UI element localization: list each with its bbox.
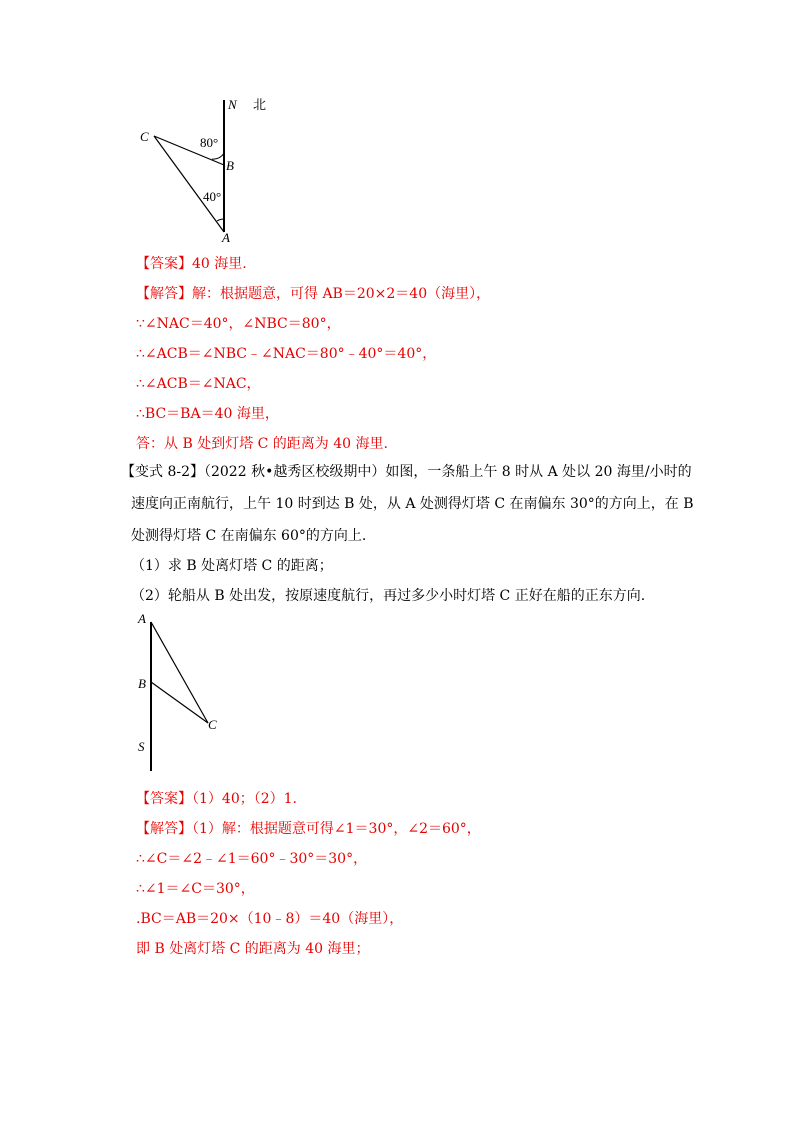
label-a: A xyxy=(222,230,230,244)
answer1-conclusion: 答：从 B 处到灯塔 C 的距离为 40 海里. xyxy=(136,436,388,452)
problem2-line-3: 处测得灯塔 C 在南偏东 60°的方向上. xyxy=(131,528,367,544)
problem2-question-2: （2）轮船从 B 处出发，按原速度航行，再过多少小时灯塔 C 正好在船的正东方向. xyxy=(131,588,646,604)
label-b: B xyxy=(138,676,146,691)
label-a: A xyxy=(138,611,146,626)
label-c: C xyxy=(140,129,149,144)
label-b: B xyxy=(226,158,234,173)
answer1-solution-line-3: ∴∠ACB＝∠NBC﹣∠NAC＝80°﹣40°＝40°， xyxy=(136,346,437,362)
side-ac xyxy=(151,622,208,723)
answer1-solution-line-5: ∴BC＝BA＝40 海里， xyxy=(136,406,279,422)
answer2-answer: 【答案】（1）40；（2）1. xyxy=(136,791,297,807)
angle-label-40: 40° xyxy=(203,189,222,204)
figure-south-triangle xyxy=(130,608,240,776)
answer1-answer: 【答案】40 海里. xyxy=(136,256,247,272)
label-c: C xyxy=(208,717,217,732)
answer1-solution-line-2: ∵∠NAC＝40°，∠NBC＝80°， xyxy=(136,316,341,332)
answer2-solution-line-1: 【解答】（1）解：根据题意可得∠1＝30°，∠2＝60°， xyxy=(136,821,481,837)
problem2-line-1: 【变式 8-2】（2022 秋•越秀区校级期中）如图，一条船上午 8 时从 A 处以 20 海里/小时的 xyxy=(121,464,692,480)
angle-arc-nac xyxy=(217,219,224,221)
figure-north-triangle xyxy=(130,92,280,244)
problem2-line-2: 速度向正南航行，上午 10 时到达 B 处，从 A 处测得灯塔 C 在南偏东 30°的方向上，在 B xyxy=(131,496,694,512)
angle-label-80: 80° xyxy=(200,135,219,150)
answer2-conclusion: 即 B 处离灯塔 C 的距离为 40 海里； xyxy=(136,941,370,957)
answer1-solution-line-1: 【解答】解：根据题意，可得 AB＝20×2＝40（海里）， xyxy=(136,286,491,302)
answer2-solution-line-3: ∴∠1＝∠C＝30°， xyxy=(136,881,255,897)
angle-arc-nbc xyxy=(212,153,224,159)
answer2-solution-line-4: .BC＝AB＝20×（10﹣8）＝40（海里）， xyxy=(136,911,404,927)
answer1-solution-line-4: ∴∠ACB＝∠NAC， xyxy=(136,376,261,392)
label-north: 北 xyxy=(253,97,267,112)
problem2-question-1: （1）求 B 处离灯塔 C 的距离； xyxy=(131,558,333,574)
label-s: S xyxy=(138,739,145,754)
answer2-solution-line-2: ∴∠C＝∠2﹣∠1＝60°﹣30°＝30°， xyxy=(136,851,368,867)
label-n: N xyxy=(228,97,237,112)
side-bc xyxy=(151,682,208,723)
